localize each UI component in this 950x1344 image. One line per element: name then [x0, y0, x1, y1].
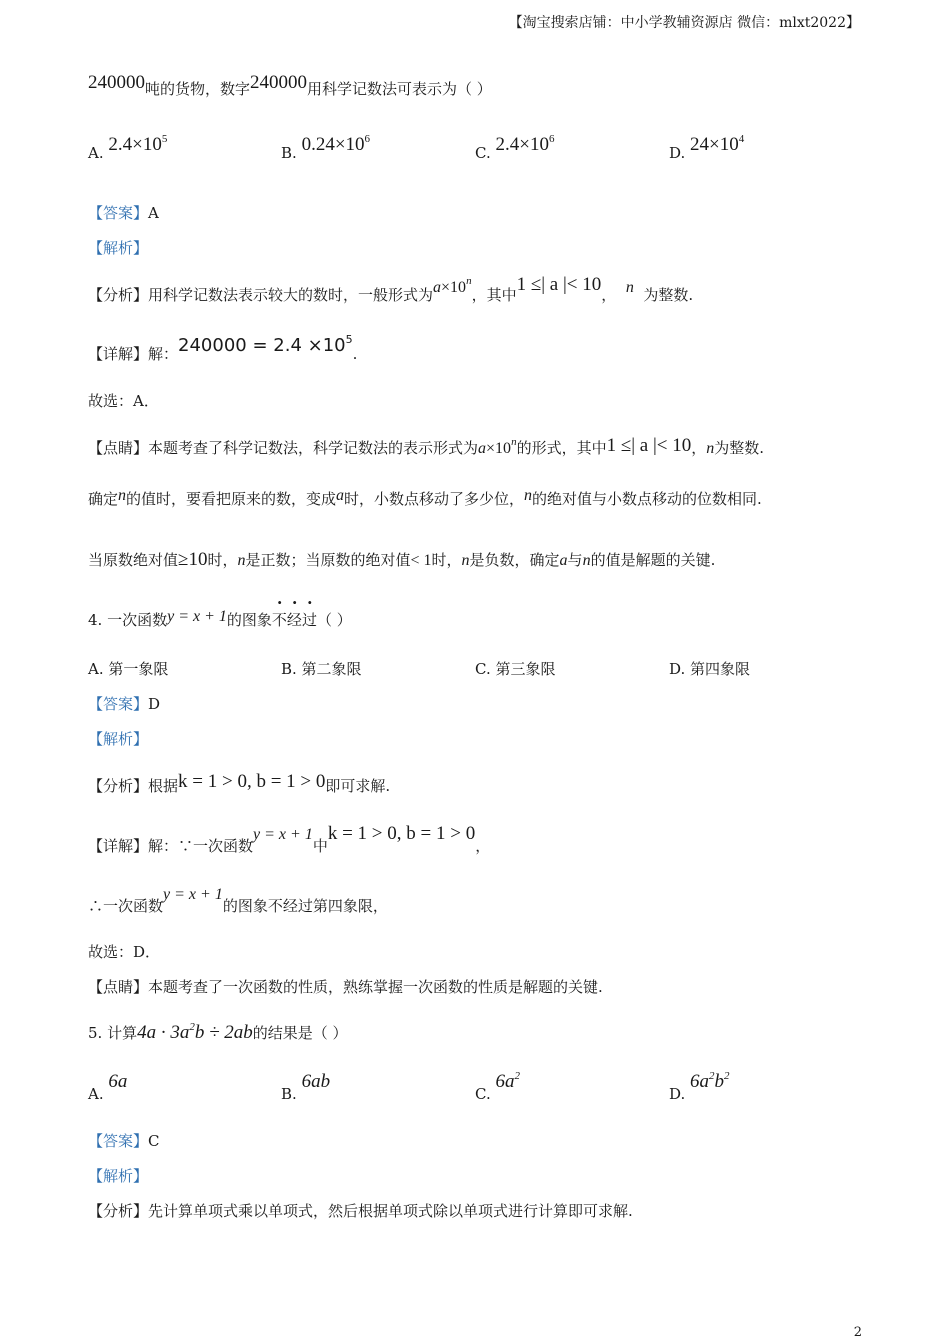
q5-option-c: C. $6a^2$ [475, 1070, 520, 1103]
q3-dianjing-line3: 当原数绝对值≥10时，n是正数；当原数的绝对值< 1时，n是负数，确定a与n的值是解题的关键. [88, 549, 716, 570]
q5-option-d: D. $6a^2b^2$ [669, 1070, 730, 1103]
q4-option-a: A. 第一象限 [88, 660, 169, 678]
q3-dianjing: 【点睛】本题考查了科学记数法，科学记数法的表示形式为$a\times 10^n$的形式，其中1 ≤| a |< 10，n为整数. [88, 435, 765, 457]
q4-fenxi: 【分析】根据k = 1 > 0, b = 1 > 0即可求解. [88, 771, 391, 795]
q3-number-2: 240000 [250, 72, 308, 93]
q5-option-b: B. 6ab [281, 1071, 331, 1103]
q3-analysis-tag: 【解析】 [88, 239, 149, 257]
q3-option-a: A. $2.4\times 10^5$ [88, 133, 168, 162]
q5-option-a: A. 6a [88, 1071, 128, 1103]
q4-guxuan: 故选：D． [88, 943, 161, 961]
q4-xiangjie: 【详解】解：∵一次函数y = x + 1中k = 1 > 0, b = 1 > 0， [88, 823, 491, 855]
q3-answer: 【答案】A [88, 204, 159, 222]
q4-dianjing: 【点睛】本题考查了一次函数的性质，熟练掌握一次函数的性质是解题的关键. [88, 978, 603, 996]
q3-guxuan: 故选：A． [88, 392, 159, 410]
q3-number-1: 240000 [88, 72, 145, 93]
q3-fenxi: 【分析】用科学记数法表示较大的数时，一般形式为$a\times 10^n$，其中1 ≤| a |< 10， n 为整数. [88, 274, 694, 304]
q3-option-c: C. $2.4\times 10^6$ [475, 133, 555, 162]
q4-option-b: B. 第二象限 [281, 660, 362, 678]
q3-stem-line [88, 72, 492, 100]
q4-stem: 4. 一次函数y = x + 1的图象不经过（ ） [88, 608, 352, 629]
q4-option-d: D. 第四象限 [669, 660, 751, 678]
q3-xiangjie: 【详解】解：$240000 = 2.4 \times 10^5$. [88, 333, 358, 363]
q4-answer: 【答案】D [88, 695, 161, 713]
q3-xiangjie-equation: $240000 = 2.4 \times 10^5$ [178, 333, 353, 356]
q4-analysis-tag: 【解析】 [88, 730, 149, 748]
page-number: 2 [853, 1325, 862, 1340]
q3-dianjing-line2: 确定n的值时，要看把原来的数，变成a时，小数点移动了多少位，n的绝对值与小数点移动的位数相同. [88, 487, 762, 508]
q3-option-d: D. $24\times 10^4$ [669, 133, 745, 162]
q5-analysis-tag: 【解析】 [88, 1167, 149, 1185]
q4-therefore: ∴一次函数y = x + 1的图象不经过第四象限， [88, 886, 388, 915]
q3-stem-text-2: 用科学记数法可表示为（ ） [307, 80, 492, 98]
q3-option-b: B. $0.24\times 10^6$ [281, 133, 371, 162]
q5-stem: 5. 计算$4a \cdot 3a^2b \div 2ab$的结果是（ ） [88, 1021, 348, 1043]
q3-stem-text-1: 吨的货物，数字 [145, 80, 251, 98]
q5-answer: 【答案】C [88, 1132, 160, 1150]
q4-option-c: C. 第三象限 [475, 660, 556, 678]
q5-fenxi: 【分析】先计算单项式乘以单项式，然后根据单项式除以单项式进行计算即可求解. [88, 1202, 633, 1220]
page-header: 【淘宝搜索店铺：中小学教辅资源店 微信：mlxt2022】 [508, 15, 860, 31]
